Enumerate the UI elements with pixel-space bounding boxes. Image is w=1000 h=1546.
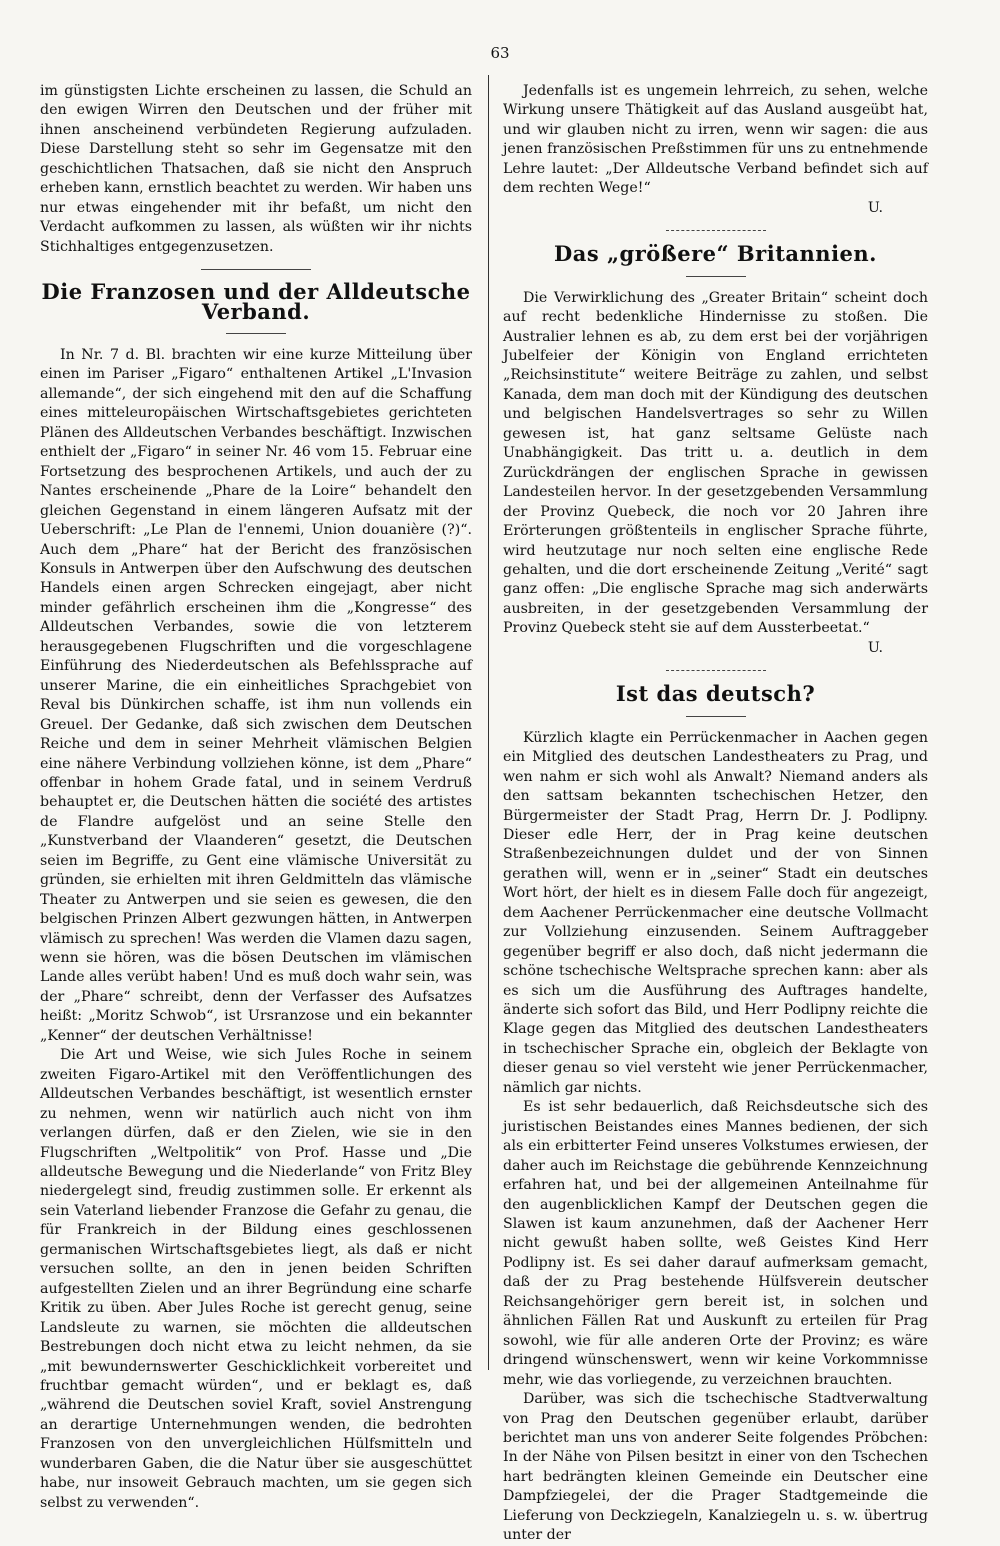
- separator-rule: [666, 670, 766, 672]
- signature: U.: [867, 199, 883, 216]
- article-paragraph: In Nr. 7 d. Bl. brachten wir eine kurze Mitteilung über einen im Pariser „Figaro“ enthaltenen Artikel „L'Invasion allemande“, der sich eingehend mit den auf die Schaffung eines mitteleuropäischen Wirtschaftsgebietes gerichteten Plänen des Alldeutschen Verbandes beschäftigt. Inzwischen enthielt der „Figaro“ in seiner Nr. 46 vom 15. Februar eine Fortsetzung des besprochenen Artikels, und auch der zu Nantes erscheinende „Phare de la Loire“ behandelt den gleichen Gegenstand in einem längeren Aufsatz mit der Ueberschrift: „Le Plan de l'ennemi, Union douanière (?)“. Auch dem „Phare“ hat der Bericht des französischen Konsuls in Antwerpen über den Aufschwung des deutschen Handels einen argen Schrecken eingejagt, aber nicht minder gefährlich erscheinen ihm die „Kongresse“ des Alldeutschen Verbandes, sowie die von letzterem herausgegebenen Flugschriften und die vorgeschlagene Einführung des Niederdeutschen als Befehlssprache auf unserer Marine, die ein einheitliches Sprachgebiet von Reval bis Dünkirchen schaffe, ist ihm nun vollends ein Greuel. Der Gedanke, daß sich zwischen dem Deutschen Reiche und dem in seiner Mehrheit vlämischen Belgien eine nähere Verbindung vollziehen könne, ist dem „Phare“ offenbar in hohem Grade fatal, und in seinem Verdruß behauptet er, die Deutschen hätten die société des artistes de Flandre aufgelöst und an seine Stelle den „Kunstverband der Vlaanderen“ gesetzt, die Deutschen seien im Begriffe, zu Gent eine vlämische Universität zu gründen, sie erhielten mit ihren Geldmitteln das vlämische Theater zu Antwerpen und sie seien es gewesen, die den belgischen Prinzen Albert gezwungen hätten, in Antwerpen vlämisch zu sprechen! Was werden die Vlamen dazu sagen, wenn sie hören, was die bösen Deutschen im vlämischen Lande alles verübt haben! Und es muß doch wahr sein, was der „Phare“ schreibt, denn der Verfasser des Aufsatzes heißt: „Moritz Schwob“, ist Ursranzose und ein bekannter „Kenner“ der deutschen Verhältnisse!: [40, 346, 472, 1044]
- article-paragraph: Es ist sehr bedauerlich, daß Reichsdeutsche sich des juristischen Beistandes eines Mannes bedienen, der sich als ein erbitterter Feind unseres Volkstumes erwiesen, der daher auch im Reichstage die gebührende Kennzeichnung erfahren hat, und bei der allgemeinen Anteilnahme für den augenblicklichen Kampf der Deutschen gegen die Slawen ist kaum anzunehmen, daß der Aachener Herr nicht gewußt haben sollte, weß Geistes Kind Herr Podlipny ist. Es sei daher darauf aufmerksam gemacht, daß der zu Prag bestehende Hülfsverein deutscher Reichsangehöriger gern bereit ist, in solchen und ähnlichen Fällen Rat und Auskunft zu erteilen für Prag sowohl, wie für alle anderen Orte der Provinz; es wäre dringend wünschenswert, wenn wir keine Vorkommnisse mehr, wie das vorliegende, zu verzeichnen brauchten.: [503, 1099, 928, 1388]
- separator-rule: [226, 333, 286, 334]
- separator-rule: [686, 716, 746, 717]
- right-column: [503, 82, 928, 1546]
- article-title: Ist das deutsch?: [615, 681, 816, 707]
- article-paragraph: Die Verwirklichung des „Greater Britain“ scheint doch auf recht bedenkliche Hindernisse zu stoßen. Die Australier lehnen es ab, zu dem erst bei der vorjährigen Jubelfeier der Königin von England errichteten „Reichsinstitute“ weitere Beiträge zu zahlen, und selbst Kanada, dem man doch mit der Kündigung des deutschen und belgischen Handelsvertrages so sehr zu Willen gewesen ist, hat ganz seltsame Gelüste nach Unabhängigkeit. Das tritt u. a. deutlich in dem Zurückdrängen der englischen Sprache in gewissen Landesteilen hervor. In der gesetzgebenden Versammlung der Provinz Quebeck, die noch vor 20 Jahren ihre Erörterungen größtenteils in englischer Sprache führte, wird heutzutage nur noch selten eine englische Rede gehalten, und die dort erscheinende Zeitung „Verité“ sagt ganz offen: „Die englische Sprache mag sich anderwärts ausbreiten, in der gesetzgebenden Versammlung der Provinz Quebeck steht sie auf dem Aussterbeetat.“: [503, 289, 928, 637]
- column-divider: [488, 75, 489, 1370]
- article-title: Die Franzosen und der Alldeutsche Verband.: [41, 279, 471, 324]
- article-paragraph: Kürzlich klagte ein Perrückenmacher in Aachen gegen ein Mitglied des deutschen Landestheaters zu Prag, und wen nahm er sich wohl als Anwalt? Niemand anders als den sattsam bekannten tschechischen Hetzer, den Bürgermeister der Stadt Prag, Herrn Dr. J. Podlipny. Dieser edle Herr, der in Prag keine deutschen Straßenbezeichnungen duldet und der von Sinnen gerathen will, wenn er in „seiner“ Stadt ein deutsches Wort hört, der hielt es in diesem Falle doch für angezeigt, dem Aachener Perrückenmacher eine deutsche Vollmacht zur Vollziehung einzusenden. Seinem Auftraggeber gegenüber begriff er also doch, daß nicht jedermann die schöne tschechische Weltsprache sprechen kann: aber als es sich um die Ausführung des Auftrages handelte, änderte sich sofort das Bild, und Herr Podlipny reichte die Klage gegen das Mitglied des deutschen Landestheaters in tschechischer Sprache ein, obgleich der Beklagte von dieser genau so viel versteht wie jener Perrückenmacher, nämlich gar nichts.: [503, 729, 928, 1096]
- article-title: Das „größere“ Britannien.: [554, 241, 877, 267]
- separator-rule: [666, 230, 766, 232]
- intro-paragraph: im günstigsten Lichte erscheinen zu lassen, die Schuld an den ewigen Wirren den Deutschen und der früher mit ihnen anscheinend verbündeten Regierung aufzuladen. Diese Darstellung steht so sehr im Gegensatze mit den geschichtlichen Thatsachen, daß sie nicht den Anspruch erheben kann, ernstlich beachtet zu werden. Wir haben uns nur etwas eingehender mit ihr befaßt, um nicht den Verdacht aufkommen zu lassen, als wüßten wir ihr nichts Stichhaltiges entgegenzusetzen.: [40, 83, 472, 255]
- page-number: 63: [490, 44, 510, 62]
- article-paragraph: Darüber, was sich die tschechische Stadtverwaltung von Prag den Deutschen gegenüber erlaubt, darüber berichtet man uns von anderer Seite folgendes Pröbchen: In der Nähe von Pilsen besitzt in einer von den Tschechen hart bedrängten kleinen Gemeinde ein Deutscher eine Dampfziegelei, der die Prager Stadtgemeinde die Lieferung von Deckziegeln, Kanalziegeln u. s. w. übertrug unter der: [503, 1391, 928, 1544]
- separator-rule: [686, 276, 746, 277]
- signature: U.: [867, 639, 883, 656]
- article-paragraph: Die Art und Weise, wie sich Jules Roche in seinem zweiten Figaro-Artikel mit den Veröffentlichungen des Alldeutschen Verbandes beschäftigt, ist wesentlich ernster zu nehmen, wenn wir natürlich auch nicht von ihm verlangen dürfen, daß er den Zielen, wie sie in den Flugschriften „Weltpolitik“ von Prof. Hasse und „Die alldeutsche Bewegung und die Niederlande“ von Fritz Bley niedergelegt sind, freudig zustimmen solle. Er erkennt als sein Vaterland liebender Franzose die Gefahr zu genau, die für Frankreich in der Bildung eines geschlossenen germanischen Wirtschaftsgebietes liegt, als daß er nicht versuchen sollte, an den in jenen beiden Schriften aufgestellten Zielen und an ihrer Begründung eine scharfe Kritik zu üben. Aber Jules Roche ist gerecht genug, seine Landsleute zu warnen, sie möchten die alldeutschen Bestrebungen doch nicht etwa zu leicht nehmen, da sie „mit bewundernswerter Geschicklichkeit vorbereitet und fruchtbar gemacht würden“, und er beklagt es, daß „während die Deutschen soviel Kraft, soviel Anstrengung an derartige Unternehmungen wenden, die bedrohten Franzosen von den unvergleichlichen Hülfsmitteln und wunderbaren Gaben, die die Natur über sie ausgeschüttet habe, nur insoweit Gebrauch machten, um sie gegen sich selbst zu verwenden“.: [40, 1047, 472, 1511]
- left-column: [40, 82, 472, 1513]
- intro-paragraph: Jedenfalls ist es ungemein lehrreich, zu sehen, welche Wirkung unsere Thätigkeit auf das Ausland ausgeübt hat, und wir glauben nicht zu irren, wenn wir sagen: die aus jenen französischen Preßstimmen für uns zu entnehmende Lehre lautet: „Der Alldeutsche Verband befindet sich auf dem rechten Wege!“: [503, 83, 928, 197]
- separator-rule: [201, 269, 311, 270]
